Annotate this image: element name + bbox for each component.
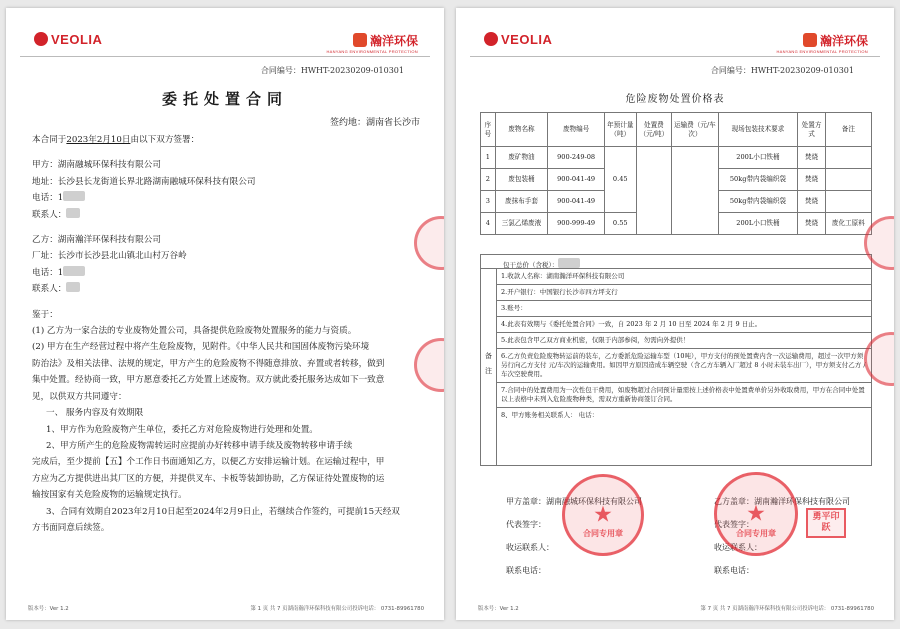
whereas-2: 防治法》及相关法律、法规的规定，甲方产生的危险废物不得随意排放、弃置或者转移，做到 bbox=[32, 358, 385, 369]
party-b-address: 厂址：长沙市长沙县北山镇北山村万谷岭 bbox=[32, 251, 187, 262]
party-b-phone: 电话：1 bbox=[32, 265, 422, 281]
annual-qty: 0.55 bbox=[605, 213, 637, 235]
hanyang-mark-icon bbox=[803, 33, 817, 47]
remark-item: 8、甲方账务相关联系人： 电话： bbox=[501, 411, 599, 419]
price-table-title: 危险废物处置价格表 bbox=[625, 94, 725, 105]
clause-2: 方应为乙方提供进出其厂区的方便，并提供叉车、卡板等装卸协助，乙方保证待处置废物的运 bbox=[32, 473, 385, 484]
clause-2: 2、甲方所产生的危险废物需转运时应提前办好转移申请手续及废物转移申请手续 bbox=[46, 440, 353, 451]
page-title: 委托处置合同 bbox=[161, 90, 288, 108]
package-price-line: 包干总价（含税）： bbox=[481, 255, 871, 269]
veolia-mark-icon bbox=[484, 32, 498, 46]
clause-3: 3、合同有效期自2023年2月10日起至2024年2月9日止，若继续合作签约，可提前15天经双 bbox=[46, 506, 400, 517]
price-table bbox=[480, 112, 872, 235]
table-header: 运输费（元/车次） bbox=[672, 113, 718, 147]
hanyang-mark-icon bbox=[353, 33, 367, 47]
contract-number: 合同编号：HWHT-20230209-010301 bbox=[260, 66, 404, 75]
whereas-1: (1) 乙方为一家合法的专业废物处置公司，具备提供危险废物处置服务的能力与资质。 bbox=[32, 326, 357, 337]
clause-3: 方书面同意后续签。 bbox=[32, 522, 110, 533]
party-a-address: 地址：长沙县长龙街道长界北路湖南融城环保科技有限公司 bbox=[32, 176, 256, 187]
remark-item: 3.账号： bbox=[497, 301, 871, 317]
hanyang-logo: 瀚洋环保 HANYANG ENVIRONMENTAL PROTECTION bbox=[776, 34, 868, 54]
table-header: 备注 bbox=[825, 113, 871, 147]
table-header: 现场包装技术要求 bbox=[718, 113, 798, 147]
clause-2: 输按国家有关危险废物的运输规定执行。 bbox=[32, 490, 187, 501]
table-row: 4 三氯乙烯废液 900-999-49 0.55 200L小口铁桶 焚烧 废化工原料 bbox=[481, 213, 872, 235]
veolia-logo: VEOLIA bbox=[34, 32, 102, 47]
party-b-stamp-line: 乙方盖章：湖南瀚洋环保科技有限公司 bbox=[714, 497, 850, 506]
party-a-seal: ★ 合同专用章 bbox=[562, 474, 644, 556]
contract-body bbox=[32, 132, 422, 536]
party-b-seal: ★ 合同专用章 bbox=[714, 472, 798, 556]
table-header: 序号 bbox=[481, 113, 496, 147]
clause-1: 1、甲方作为危险废物产生单位，委托乙方对危险废物进行处理和处置。 bbox=[46, 424, 318, 435]
disposal-fee-cell bbox=[636, 147, 672, 235]
whereas-2: 集中处置。经协商一致，甲方愿意委托乙方处置上述废物。双方就此委托服务达成如下一致意 bbox=[32, 375, 385, 386]
remark-item: 5.此表包含甲乙双方商业机密，仅限于内部参阅，勿需向外提供！ bbox=[497, 333, 871, 349]
remark-item: 2.开户银行：中国银行长沙市四方坪支行 bbox=[497, 285, 871, 301]
contract-number: 合同编号：HWHT-20230209-010301 bbox=[710, 66, 854, 75]
section-heading: 一、 服务内容及有效期限 bbox=[46, 408, 144, 419]
remark-item: 7.合同中的处置费用为一次性包干费用，如废物超过合同预计量需按上述价格表中处置费单价另外收取费用，甲方在合同中处置以上表格中未列入危险废物种类，需双方重新协商签订合同。 bbox=[497, 383, 871, 408]
page-header bbox=[26, 30, 424, 52]
contract-page-7: VEOLIA 瀚洋环保 HANYANG ENVIRONMENTAL PROTECTION 合同编号：HWHT-20230209-010301 危险废物处置价格表 序号 废物名称 废物编号 年预计量（吨） 处置费（元/吨） 运输费（元/车次） 现场包装技术要求 处置方式 备注 1 废矿物油 900-249-08 0.45 200L小口铁桶 焚烧 2 废包装桶 900-041-49 50kg带内袋编织袋 焚烧 3 废抹布手套 900-041-49 50kg带内袋编织袋 焚烧 4 三氯乙烯废液 900-999-49 0.55 200L小口铁桶 焚烧 废化工原料 包干总价（含税）： 备注 1.收款人名称：湖南瀚洋环保科技有限公司 2.开户银行：中国银行长沙市四方坪支行 3.账号： 4.此表有效期与《委托处置合同》一致，自 2023 年 2 月 10 日至 2024 年 2 月 9 日止。 5.此表包含甲乙双方商业机密，仅限于内部参阅，勿需向外提供！ 6.乙方负责危险废物转运前的装车，乙方委派危险运输车型（10吨），甲方支付的预处置费内含一次运输费用，超过一次甲方须另行向乙方支付 元/车次的运输费用。如因甲方原因造成车辆空驶（含乙方车辆入厂超过 8 小时未装车出厂），甲方须支付乙方 /车次空驶费用。 7.合同中的处置费用为一次性包干费用，如废物超过合同预计量需按上述价格表中处置费单价另外收取费用，甲方在合同中处置以上表格中未列入危险废物种类，需双方重新协商签订合同。 8、甲方账务相关联系人： 电话： 甲方盖章：湖南融城环保科技有限公司 代表签字： 收运联系人： 联系电话： 乙方盖章：湖南瀚洋环保科技有限公司 代表签字： 收运联系人： 联系电话： ★ 合同专用章 ★ 合同专用章 勇平印跃 版本号：Ver 1.2 第 7 页 共 7 页湖南瀚洋环保科技有限公司投诉电话： 0731-89961780 bbox=[456, 8, 894, 620]
table-row: 1 废矿物油 900-249-08 0.45 200L小口铁桶 焚烧 bbox=[481, 147, 872, 169]
remark-item: 1.收款人名称：湖南瀚洋环保科技有限公司 bbox=[497, 269, 871, 285]
table-row: 2 废包装桶 900-041-49 50kg带内袋编织袋 焚烧 bbox=[481, 169, 872, 191]
table-header: 处置费（元/吨） bbox=[636, 113, 672, 147]
remarks-box bbox=[480, 254, 872, 466]
remark-item: 6.乙方负责危险废物转运前的装车，乙方委派危险运输车型（10吨），甲方支付的预处置费内含一次运输费用，超过一次甲方须另行向乙方支付 元/车次的运输费用。如因甲方原因造成车辆空驶（含乙方车辆入厂超过 8 小时未装车出厂），甲方须支付乙方 /车次空驶费用。 bbox=[497, 349, 871, 383]
table-header: 废物名称 bbox=[495, 113, 548, 147]
contract-page-1: VEOLIA 瀚洋环保 HANYANG ENVIRONMENTAL PROTECTION 合同编号：HWHT-20230209-010301 委托处置合同 签约地：湖南省长沙市 本合同于2023年2月10日由以下双方签署： 甲方：湖南融城环保科技有限公司 地址：长沙县长龙街道长界北路湖南融城环保科技有限公司 电话：1 联系人： 乙方：湖南瀚洋环保科技有限公司 厂址：长沙市长沙县北山镇北山村万谷岭 电话：1 联系人： 鉴于： (1) 乙方为一家合法的专业废物处置公司，具备提供危险废物处置服务的能力与资质。 (2) 甲方在生产经营过程中将产生危险废物，见附件。《中华人民共和国固体废物污染环境 防治法》及相关法律、法规的规定，甲方产生的危险废物不得随意排放、弃置或者转移，做到 集中处置。经协商一致，甲方愿意委托乙方处置上述废物。双方就此委托服务达成如下一致意 见，以供双方共同遵守： 一、 服务内容及有效期限 1、甲方作为危险废物产生单位，委托乙方对危险废物进行处理和处置。 2、甲方所产生的危险废物需转运时应提前办好转移申请手续及废物转移申请手续 完成后，至少提前【五】个工作日书面通知乙方，以便乙方安排运输计划。在运输过程中，甲 方应为乙方提供进出其厂区的方便，并提供叉车、卡板等装卸协助，乙方保证待处置废物的运 输按国家有关危险废物的运输规定执行。 3、合同有效期自2023年2月10日起至2024年2月9日止，若继续合作签约，可提前15天经双 方书面同意后续签。 版本号：Ver 1.2 第 1 页 共 7 页湖南瀚洋环保科技有限公司投诉电话： 0731-89961780 bbox=[6, 8, 444, 620]
party-a-stamp-line: 甲方盖章：湖南融城环保科技有限公司 bbox=[506, 497, 642, 506]
party-b-tel-line: 联系电话： bbox=[714, 566, 754, 575]
party-b-rep-line: 代表签字： bbox=[714, 520, 754, 529]
intro-line: 本合同于2023年2月10日由以下双方签署： bbox=[32, 135, 200, 145]
transport-fee-cell bbox=[672, 147, 718, 235]
whereas-heading: 鉴于： bbox=[32, 309, 58, 320]
clause-2: 完成后，至少提前【五】个工作日书面通知乙方，以便乙方安排运输计划。在运输过程中，甲 bbox=[32, 457, 385, 468]
personal-name-seal: 勇平印跃 bbox=[806, 508, 846, 538]
table-header: 年预计量（吨） bbox=[605, 113, 637, 147]
party-a-recv-line: 收运联系人： bbox=[506, 543, 554, 552]
party-b-recv-line: 收运联系人： bbox=[714, 543, 762, 552]
star-icon: ★ bbox=[746, 501, 766, 527]
whereas-2: (2) 甲方在生产经营过程中将产生危险废物，见附件。《中华人民共和国固体废物污染环境 bbox=[32, 342, 370, 353]
redacted-block bbox=[558, 258, 580, 268]
party-a-tel-line: 联系电话： bbox=[506, 566, 546, 575]
hanyang-logo: 瀚洋环保 HANYANG ENVIRONMENTAL PROTECTION bbox=[326, 34, 418, 54]
redacted-block bbox=[63, 191, 85, 201]
sign-place: 签约地：湖南省长沙市 bbox=[329, 118, 420, 128]
remarks-list bbox=[497, 269, 871, 465]
header-divider bbox=[470, 56, 880, 57]
party-a-contact: 联系人： bbox=[32, 207, 422, 223]
table-header: 处置方式 bbox=[798, 113, 825, 147]
star-icon: ★ bbox=[593, 502, 613, 528]
remarks-label: 备注 bbox=[481, 269, 497, 465]
redacted-block bbox=[66, 282, 80, 292]
header-divider bbox=[20, 56, 430, 57]
page-header bbox=[476, 30, 874, 52]
party-b-contact: 联系人： bbox=[32, 281, 422, 297]
annual-qty: 0.45 bbox=[605, 147, 637, 213]
party-a-name: 甲方：湖南融城环保科技有限公司 bbox=[32, 160, 161, 171]
party-a-rep-line: 代表签字： bbox=[506, 520, 546, 529]
table-header: 废物编号 bbox=[548, 113, 605, 147]
party-a-phone: 电话：1 bbox=[32, 190, 422, 206]
veolia-mark-icon bbox=[34, 32, 48, 46]
redacted-block bbox=[63, 266, 85, 276]
remark-item: 4.此表有效期与《委托处置合同》一致，自 2023 年 2 月 10 日至 2024 年 2 月 9 日止。 bbox=[497, 317, 871, 333]
whereas-2: 见，以供双方共同遵守： bbox=[32, 391, 127, 402]
redacted-block bbox=[66, 208, 80, 218]
table-row: 3 废抹布手套 900-041-49 50kg带内袋编织袋 焚烧 bbox=[481, 191, 872, 213]
party-b-name: 乙方：湖南瀚洋环保科技有限公司 bbox=[32, 235, 161, 246]
veolia-logo: VEOLIA bbox=[484, 32, 552, 47]
